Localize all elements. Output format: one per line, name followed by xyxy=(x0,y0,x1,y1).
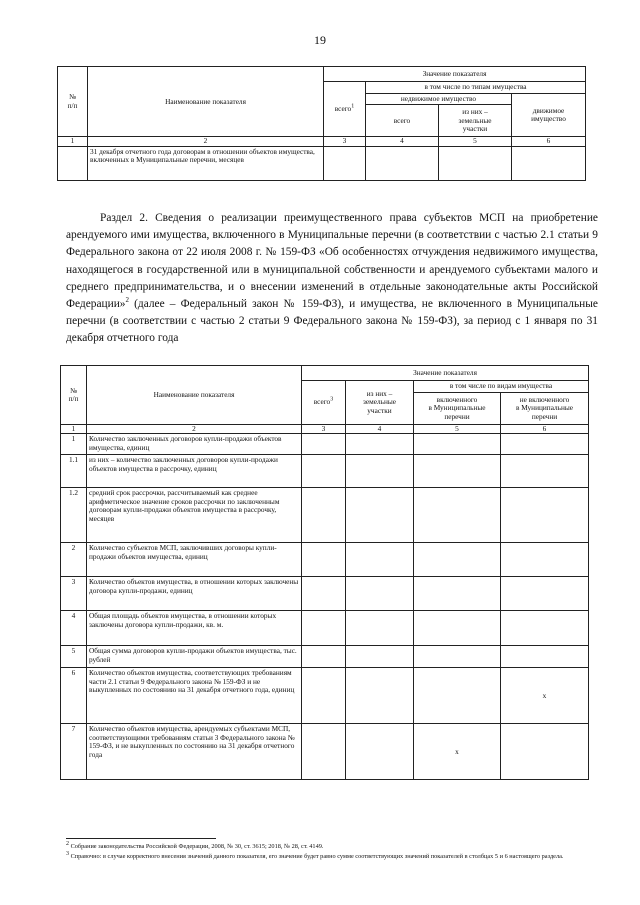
value-cell[interactable] xyxy=(501,434,589,455)
column-index: 2 xyxy=(88,137,324,146)
col-movable-header: движимое имущество xyxy=(512,94,586,137)
value-cell[interactable] xyxy=(346,668,414,724)
col-incl-types-header: в том числе по типам имущества xyxy=(366,82,586,94)
col-included-header: включенного в Муниципальные перечни xyxy=(414,393,501,425)
column-index-row xyxy=(58,137,586,146)
row-number: 2 xyxy=(61,543,87,577)
table-row xyxy=(61,668,589,724)
column-index-row xyxy=(61,425,589,434)
row-number: 1.2 xyxy=(61,488,87,543)
footnotes xyxy=(66,842,598,862)
table-row xyxy=(61,646,589,668)
row-name: средний срок рассрочки, рассчитываемый как среднее арифметическое значение сроков рассрочки по заключенным договорам купли-продажи объектов имущества в рассрочку, месяцев xyxy=(87,488,302,543)
value-cell[interactable] xyxy=(414,646,501,668)
row-name: 31 декабря отчетного года договорам в отношении объектов имущества, включенных в Муниципальные перечни, месяцев xyxy=(88,146,324,180)
value-cell[interactable] xyxy=(439,146,512,180)
value-cell[interactable] xyxy=(302,611,346,646)
col-value-header: Значение показателя xyxy=(324,67,586,82)
row-number: 6 xyxy=(61,668,87,724)
column-index: 6 xyxy=(512,137,586,146)
column-index: 5 xyxy=(414,425,501,434)
value-cell-x: x xyxy=(501,668,589,724)
row-name: Количество объектов имущества, в отношении которых заключены договора купли-продажи, единиц xyxy=(87,577,302,611)
row-number: 3 xyxy=(61,577,87,611)
table-row xyxy=(61,724,589,780)
col-not-included-header: не включенного в Муниципальные перечни xyxy=(501,393,589,425)
value-cell[interactable] xyxy=(346,577,414,611)
column-index: 4 xyxy=(346,425,414,434)
col-value-header: Значение показателя xyxy=(302,366,589,381)
table-row xyxy=(58,146,586,180)
value-cell[interactable] xyxy=(501,543,589,577)
table-row xyxy=(61,434,589,455)
col-name-header: Наименование показателя xyxy=(88,67,324,137)
section-2-text-part2: (далее – Федеральный закон № 159-ФЗ), и имущества, не включенного в Муниципальные перечни (в соответствии с частью 2 статьи 9 Федерального закона № 159-ФЗ), за период с 1 января по 31 декабря отчетного года xyxy=(66,298,598,345)
section-2-text-part1: Раздел 2. Сведения о реализации преимущественного права субъектов МСП на приобретение арендуемого ими имущества, включенного в Муниципальные перечни (в соответствии с частью 2.1 статьи 9 Федерального закона от 22 июля 2008 г. № 159-ФЗ «Об особенностях отчуждения недвижимого имущества, находящегося в государственной или в муниципальной собственности и арендуемого субъектами малого и среднего предпринимательства, и о внесении изменений в отдельные законодательные акты Российской Федерации» xyxy=(66,212,598,311)
table-row xyxy=(61,611,589,646)
column-index: 2 xyxy=(87,425,302,434)
value-cell[interactable] xyxy=(501,488,589,543)
value-cell[interactable] xyxy=(512,146,586,180)
value-cell[interactable] xyxy=(302,577,346,611)
row-name: Количество объектов имущества, арендуемых субъектами МСП, соответствующими требованиям статьи 3 Федерального закона № 159-ФЗ, и не выкупленных по состоянию на 31 декабря отчетного года xyxy=(87,724,302,780)
footnote-ref: 2 xyxy=(125,296,129,305)
row-name: из них – количество заключенных договоров купли-продажи объектов имущества в рассрочку, единиц xyxy=(87,455,302,488)
col-number-header: № п/п xyxy=(58,67,88,137)
value-cell[interactable] xyxy=(501,611,589,646)
value-cell[interactable] xyxy=(302,434,346,455)
col-immovable-land-header: из них – земельные участки xyxy=(439,105,512,137)
column-index: 1 xyxy=(58,137,88,146)
value-cell[interactable] xyxy=(302,543,346,577)
row-number: 1.1 xyxy=(61,455,87,488)
value-cell[interactable] xyxy=(302,724,346,780)
column-index: 5 xyxy=(439,137,512,146)
table-row xyxy=(61,577,589,611)
value-cell[interactable] xyxy=(346,646,414,668)
value-cell[interactable] xyxy=(414,543,501,577)
col-land-header: из них – земельные участки xyxy=(346,381,414,425)
value-cell[interactable] xyxy=(414,434,501,455)
row-number: 5 xyxy=(61,646,87,668)
col-number-header: № п/п xyxy=(61,366,87,425)
value-cell[interactable] xyxy=(324,146,366,180)
value-cell[interactable] xyxy=(346,434,414,455)
column-index: 1 xyxy=(61,425,87,434)
value-cell[interactable] xyxy=(302,646,346,668)
row-name: Количество субъектов МСП, заключивших договоры купли-продажи объектов имущества, единиц xyxy=(87,543,302,577)
value-cell[interactable] xyxy=(346,724,414,780)
value-cell-x: x xyxy=(414,724,501,780)
footnote-2: $^2$ Собрание законодательства Российской Федерации, 2008, № 30, ст. 3615; 2018, № 28, ст. 4149. xyxy=(66,840,324,850)
column-index: 3 xyxy=(302,425,346,434)
value-cell[interactable] xyxy=(302,668,346,724)
value-cell[interactable] xyxy=(414,488,501,543)
footnote-3: $^3$ Справочно: в случае корректного внесения значений данного показателя, его значение будет равно сумме соответствующих значений показателей в столбцах 5 и 6 настоящего раздела. xyxy=(66,850,564,860)
table-row xyxy=(61,543,589,577)
row-number: 1 xyxy=(61,434,87,455)
page-number: 19 xyxy=(314,33,326,47)
value-cell[interactable] xyxy=(346,455,414,488)
row-number xyxy=(58,146,88,180)
col-immovable-total-header: всего xyxy=(366,105,439,137)
section-2-heading xyxy=(66,210,598,348)
row-name: Количество заключенных договоров купли-продажи объектов имущества, единиц xyxy=(87,434,302,455)
value-cell[interactable] xyxy=(501,724,589,780)
col-name-header: Наименование показателя xyxy=(87,366,302,425)
value-cell[interactable] xyxy=(414,455,501,488)
value-cell[interactable] xyxy=(501,577,589,611)
row-number: 7 xyxy=(61,724,87,780)
col-incl-kinds-header: в том числе по видам имущества xyxy=(414,381,589,393)
col-total-header: всего$^3$ xyxy=(302,381,346,425)
column-index: 4 xyxy=(366,137,439,146)
value-cell[interactable] xyxy=(346,488,414,543)
value-cell[interactable] xyxy=(501,646,589,668)
row-name: Общая площадь объектов имущества, в отношении которых заключены договора купли-продажи, кв. м. xyxy=(87,611,302,646)
table-section2 xyxy=(60,365,589,780)
value-cell[interactable] xyxy=(346,543,414,577)
value-cell[interactable] xyxy=(414,668,501,724)
value-cell[interactable] xyxy=(414,611,501,646)
footnote-separator xyxy=(66,838,216,839)
value-cell[interactable] xyxy=(366,146,439,180)
value-cell[interactable] xyxy=(302,455,346,488)
table-row xyxy=(61,455,589,488)
column-index: 3 xyxy=(324,137,366,146)
value-cell[interactable] xyxy=(346,611,414,646)
value-cell[interactable] xyxy=(414,577,501,611)
row-number: 4 xyxy=(61,611,87,646)
value-cell[interactable] xyxy=(501,455,589,488)
row-name: Общая сумма договоров купли-продажи объектов имущества, тыс. рублей xyxy=(87,646,302,668)
col-immovable-header: недвижимое имущество xyxy=(366,94,512,105)
row-name: Количество объектов имущества, соответствующих требованиям части 2.1 статьи 9 Федерального закона № 159-ФЗ и не выкупленных по состоянию на 31 декабря отчетного года, единиц xyxy=(87,668,302,724)
table-section1-continuation xyxy=(57,66,586,181)
col-total-header: всего$^1$ xyxy=(324,82,366,137)
column-index: 6 xyxy=(501,425,589,434)
table-row xyxy=(61,488,589,543)
value-cell[interactable] xyxy=(302,488,346,543)
